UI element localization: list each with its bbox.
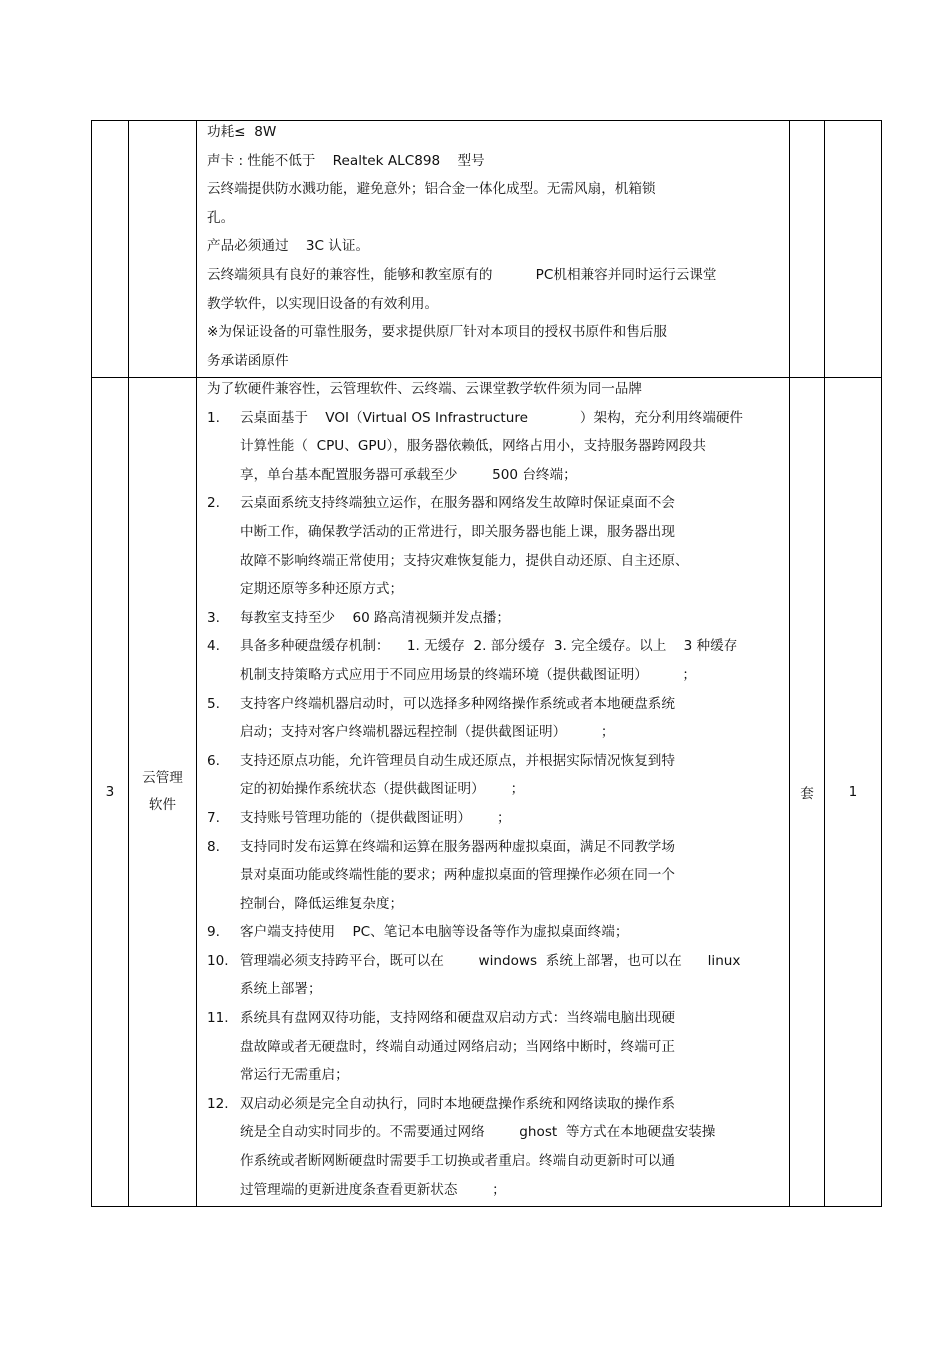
item-number: 5. xyxy=(207,695,220,712)
spec-intro: 为了软硬件兼容性，云管理软件、云终端、云课堂教学软件须为同一品牌 xyxy=(207,381,642,397)
spec-line: 享，单台基本配置服务器可承载至少 500 台终端； xyxy=(240,466,577,483)
spec-line: 支持还原点功能，允许管理员自动生成还原点，并根据实际情况恢复到特 xyxy=(240,752,675,769)
spec-line: 产品必须通过 3C 认证。 xyxy=(207,238,370,255)
spec-table xyxy=(91,120,882,1207)
spec-line: 客户端支持使用 PC、笔记本电脑等设备等作为虚拟桌面终端； xyxy=(240,924,629,941)
table-row xyxy=(92,121,882,378)
spec-line: 盘故障或者无硬盘时，终端自动通过网络启动；当网络中断时，终端可正 xyxy=(240,1038,675,1055)
spec-item xyxy=(207,804,781,833)
item-number: 6. xyxy=(207,752,220,769)
spec-line: 具备多种硬盘缓存机制： 1. 无缓存 2. 部分缓存 3. 完全缓存。以上 3 种缓存 xyxy=(240,638,738,655)
item-number: 9. xyxy=(207,924,220,941)
item-number: 11. xyxy=(207,1010,229,1027)
item-number: 10. xyxy=(207,952,229,969)
spec-line: 系统上部署； xyxy=(240,981,322,998)
spec-item xyxy=(207,918,781,947)
unit-cell: 套 xyxy=(790,378,825,1207)
item-number: 8. xyxy=(207,838,220,855)
spec-item xyxy=(207,1090,781,1204)
item-name-line: 云管理 xyxy=(142,770,183,786)
item-number: 4. xyxy=(207,638,220,655)
spec-line: 计算性能（ CPU、GPU），服务器依赖低，网络占用小，支持服务器跨网段共 xyxy=(240,438,706,455)
spec-line: 云终端须具有良好的兼容性，能够和教室原有的 PC机相兼容并同时运行云课堂 xyxy=(207,266,717,283)
spec-line: 云桌面系统支持终端独立运作，在服务器和网络发生故障时保证桌面不会 xyxy=(240,495,675,512)
spec-item xyxy=(207,489,781,603)
spec-line: 机制支持策略方式应用于不同应用场景的终端环境（提供截图证明） ； xyxy=(240,666,696,683)
spec-line: 声卡 : 性能不低于 Realtek ALC898 型号 xyxy=(207,152,485,169)
name-cell xyxy=(129,121,197,378)
quantity-cell xyxy=(825,121,882,378)
index-cell: 3 xyxy=(92,378,129,1207)
table-row xyxy=(92,378,882,1207)
item-number: 12. xyxy=(207,1095,229,1112)
item-number: 3. xyxy=(207,609,220,626)
spec-line: 支持账号管理功能的（提供截图证明） ； xyxy=(240,809,511,826)
spec-item xyxy=(207,604,781,633)
spec-item xyxy=(207,690,781,747)
spec-line: 景对桌面功能或终端性能的要求；两种虚拟桌面的管理操作必须在同一个 xyxy=(240,867,675,884)
spec-line: 管理端必须支持跨平台，既可以在 windows 系统上部署，也可以在 linux xyxy=(240,952,741,969)
spec-line: 双启动必须是完全自动执行，同时本地硬盘操作系统和网络读取的操作系 xyxy=(240,1095,675,1112)
spec-line: 功耗≤ 8W xyxy=(207,124,277,140)
spec-line: 故障不影响终端正常使用；支持灾难恢复能力，提供自动还原、自主还原、 xyxy=(240,552,689,569)
index-cell xyxy=(92,121,129,378)
spec-line: 作系统或者断网断硬盘时需要手工切换或者重启。终端自动更新时可以通 xyxy=(240,1153,675,1170)
spec-line: 每教室支持至少 60 路高清视频并发点播； xyxy=(240,609,510,626)
spec-item xyxy=(207,747,781,804)
spec-line: 控制台，降低运维复杂度； xyxy=(240,895,404,912)
spec-item xyxy=(207,404,781,490)
spec-line: 教学软件，以实现旧设备的有效利用。 xyxy=(207,295,439,312)
spec-description-cell xyxy=(197,378,790,1207)
spec-item xyxy=(207,632,781,689)
spec-line: ※为保证设备的可靠性服务，要求提供原厂针对本项目的授权书原件和售后服 xyxy=(207,324,667,341)
spec-line: 启动；支持对客户终端机器远程控制（提供截图证明） ； xyxy=(240,724,615,741)
spec-line: 支持同时发布运算在终端和运算在服务器两种虚拟桌面，满足不同教学场 xyxy=(240,838,675,855)
spec-item xyxy=(207,1004,781,1090)
spec-line: 定的初始操作系统状态（提供截图证明） ； xyxy=(240,781,525,798)
spec-item xyxy=(207,947,781,1004)
spec-line: 务承诺函原件 xyxy=(207,352,289,369)
spec-line: 支持客户终端机器启动时，可以选择多种网络操作系统或者本地硬盘系统 xyxy=(240,695,675,712)
item-name-line: 软件 xyxy=(148,797,177,813)
item-number: 2. xyxy=(207,495,220,512)
spec-line: 云桌面基于 VOI（Virtual OS Infrastructure ）架构，充分利用终端硬件 xyxy=(240,409,744,426)
spec-line: 中断工作，确保教学活动的正常进行，即关服务器也能上课，服务器出现 xyxy=(240,523,675,540)
item-number: 1. xyxy=(207,409,220,426)
spec-line: 定期还原等多种还原方式； xyxy=(240,581,404,598)
spec-line: 孔。 xyxy=(207,209,235,226)
spec-line: 云终端提供防水溅功能，避免意外；铝合金一体化成型。无需风扇，机箱锁 xyxy=(207,181,656,198)
spec-line: 统是全自动实时同步的。不需要通过网络 ghost 等方式在本地硬盘安装操 xyxy=(240,1124,716,1141)
spec-line: 系统具有盘网双待功能，支持网络和硬盘双启动方式：当终端电脑出现硬 xyxy=(240,1010,675,1027)
spec-line: 常运行无需重启； xyxy=(240,1067,349,1084)
spec-description-cell xyxy=(197,121,790,378)
item-number: 7. xyxy=(207,809,220,826)
name-cell xyxy=(129,378,197,1207)
spec-item xyxy=(207,833,781,919)
quantity-cell: 1 xyxy=(825,378,882,1207)
unit-cell xyxy=(790,121,825,378)
spec-line: 过管理端的更新进度条查看更新状态 ； xyxy=(240,1181,506,1198)
